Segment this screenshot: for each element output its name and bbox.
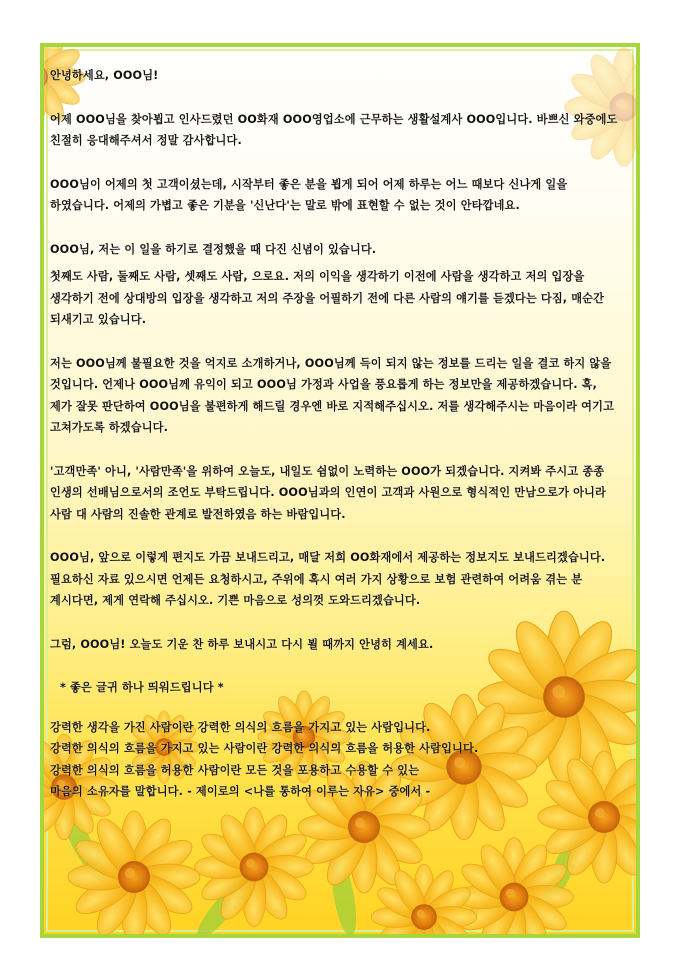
paragraph-first-customer: OOO님이 어제의 첫 고객이셨는데, 시작부터 좋은 분을 뵙게 되어 어제 하루는 어느 때보다 신나게 일을 하였습니다. 어제의 가볍고 좋은 기분을 '신난다'는 말로 밖에 표현할 수 없는 것이 안타깝네요. [50,177,568,212]
greeting: 안녕하세요, OOO님! [50,69,159,82]
paragraph-customer-satisfaction: '고객만족' 아니, '사람만족'을 위하여 오늘도, 내일도 쉼없이 노력하는 OOO가 되겠습니다. 지켜봐 주시고 종종 인생의 선배님으로서의 조언도 부탁드립니다. OOO님과의 인연이 고객과 사원으로 형식적인 만남으로가 아니라 사람 대 사람의 진솔한 관계로 발전하였음 하는 바람입니다. [50,464,606,521]
quote-line: 마음의 소유자를 말합니다. - 제이로의 <나를 통하여 이루는 자유> 중에서 - [50,785,431,798]
quote-line: 강력한 생각을 가진 사람이란 강력한 의식의 흐름을 가지고 있는 사람입니다. [50,720,431,734]
paragraph-belief-intro: OOO님, 저는 이 일을 하기로 결정했을 때 다진 신념이 있습니다. [50,242,377,256]
paragraph-intro: 어제 OOO님을 찾아뵙고 인사드렸던 OO화재 OOO영업소에 근무하는 생활설계사 OOO입니다. 바쁘신 와중에도 친절히 응대해주셔서 정말 감사합니다. [50,112,618,147]
paragraph-future-contact: OOO님, 앞으로 이렇게 편지도 가끔 보내드리고, 매달 저희 OO화재에서 제공하는 정보지도 보내드리겠습니다. 필요하신 자료 있으시면 언제든 요청하시고, 주위에 혹시 여러 가지 상황으로 보험 관련하여 어려움 겪는 분 계시다면, 제게 연락해 주십시오. 기쁜 마음으로 성의껏 도와드리겠습니다. [50,551,606,607]
letter-body [50,65,620,803]
paragraph-belief: 첫째도 사람, 둘째도 사람, 셋째도 사람, 으로요. 저의 이익을 생각하기 이전에 사람을 생각하고 저의 입장을 생각하기 전에 상대방의 입장을 생각하고 저의 주장을 어필하기 전에 다른 사람의 얘기를 듣겠다는 다짐, 매순간 되새기고 있습니다. [50,270,605,326]
quote-line: 강력한 의식의 흐름을 허용한 사람이란 모든 것을 포용하고 수용할 수 있는 [50,763,420,777]
quote-heading: * 좋은 글귀 하나 띄워드립니다 * [60,681,224,694]
quote-line: 강력한 의식의 흐름을 가지고 있는 사람이란 강력한 의식의 흐름을 허용한 사람입니다. [50,742,479,755]
quote-block [50,717,620,803]
paragraph-closing: 그럼, OOO님! 오늘도 기운 찬 하루 보내시고 다시 뵐 때까지 안녕히 계세요. [50,637,434,651]
letter-frame [40,43,640,938]
paragraph-promise: 저는 OOO님께 불필요한 것을 억지로 소개하거나, OOO님께 득이 되지 않는 정보를 드리는 일을 결코 하지 않을 것입니다. 언제나 OOO님께 유익이 되고 OOO님 가정과 사업을 풍요롭게 하는 정보만을 제공하겠습니다. 혹, 제가 잘못 판단하여 OOO님을 불편하게 해드릴 경우엔 바로 지적해주십시오. 저를 생각해주시는 마음이라 여기고 고쳐가도록 하겠습니다. [50,356,615,434]
